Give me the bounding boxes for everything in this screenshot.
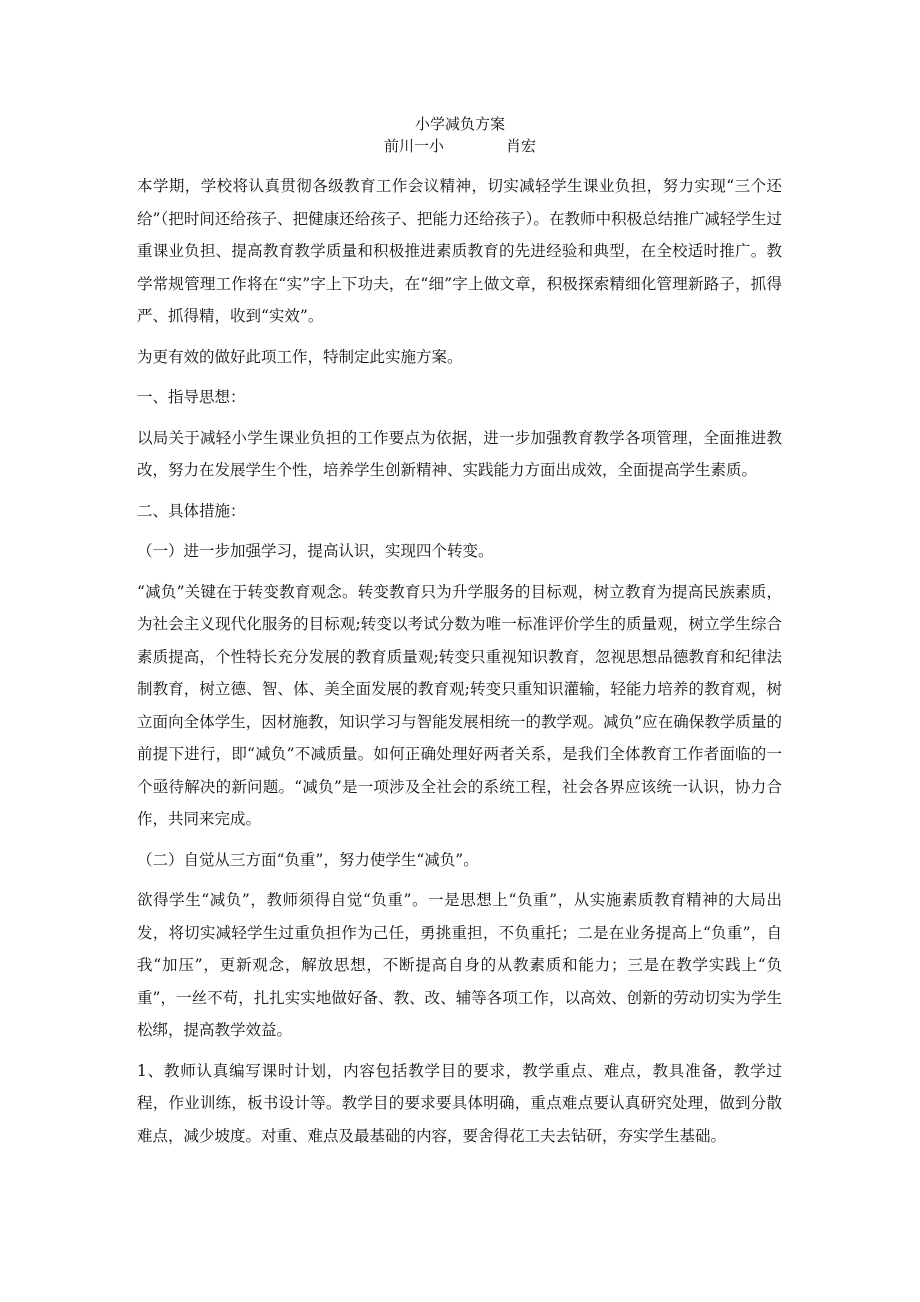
paragraph-intro: 本学期，学校将认真贯彻各级教育工作会议精神，切实减轻学生课业负担，努力实现“三个还给”（把时间还给孩子、把健康还给孩子、把能力还给孩子）。在教师中积极总结推广减轻学生过重课业负担、提高教育教学质量和积极推进素质教育的先进经验和典型，在全校适时推广。教学常规管理工作将在“实”字上下功夫，在“细”字上做文章，积极探索精细化管理新路子，抓得严、抓得精，收到“实效”。: [137, 177, 782, 325]
paragraph-measure-1: “减负”关键在于转变教育观念。转变教育只为升学服务的目标观，树立教育为提高民族素质，为社会主义现代化服务的目标观;转变以考试分数为唯一标准评价学生的质量观，树立学生综合素质提高，个性特长充分发展的教育质量观;转变只重视知识教育，忽视思想品德教育和纪律法制教育，树立德、智、体、美全面发展的教育观;转变只重知识灌输，轻能力培养的教育观，树立面向全体学生，因材施教，知识学习与智能发展相统一的教学观。减负”应在确保教学质量的前提下进行，即“减负”不减质量。如何正确处理好两者关系，是我们全体教育工作者面临的一个亟待解决的新问题。“减负”是一项涉及全社会的系统工程，社会各界应该统一认识，协力合作，共同来完成。: [137, 582, 782, 828]
paragraph-guiding-thought: 以局关于减轻小学生课业负担的工作要点为依据，进一步加强教育教学各项管理，全面推进教改，努力在发展学生个性，培养学生创新精神、实践能力方面出成效，全面提高学生素质。: [137, 428, 782, 479]
author-name: 肖宏: [506, 137, 537, 155]
school-name: 前川一小: [383, 137, 444, 155]
heading-measures: 二、具体措施：: [137, 501, 246, 520]
paragraph-item-1: 1、教师认真编写课时计划，内容包括教学目的要求，教学重点、难点，教具准备，教学过程，作业训练，板书设计等。教学目的要求要具体明确，重点难点要认真研究处理，做到分散难点，减少坡度。对重、难点及最基础的内容，要舍得花工夫去钻研，夯实学生基础。: [137, 1061, 782, 1145]
paragraph-measure-2: 欲得学生“减负”，教师须得自觉“负重”。一是思想上“负重”，从实施素质教育精神的大局出发，将切实减轻学生过重负担作为己任，勇挑重担，不负重托；二是在业务提高上“负重”，自我“加压”，更新观念，解放思想，不断提高自身的从教素质和能力；三是在教学实践上“负重”，一丝不苟，扎扎实实地做好备、教、改、辅等各项工作，以高效、创新的劳动切实为学生松绑，提高教学效益。: [137, 891, 782, 1039]
paragraph-purpose: 为更有效的做好此项工作，特制定此实施方案。: [137, 347, 463, 366]
document-title: 小学减负方案: [414, 115, 505, 133]
heading-measure-2: （二）自觉从三方面“负重”，努力使学生“减负”。: [137, 850, 479, 869]
heading-guiding-thought: 一、指导思想：: [137, 388, 246, 406]
document-body: [137, 170, 782, 1152]
byline: [0, 135, 920, 157]
heading-measure-1: （一）进一步加强学习，提高认识，实现四个转变。: [137, 542, 494, 560]
